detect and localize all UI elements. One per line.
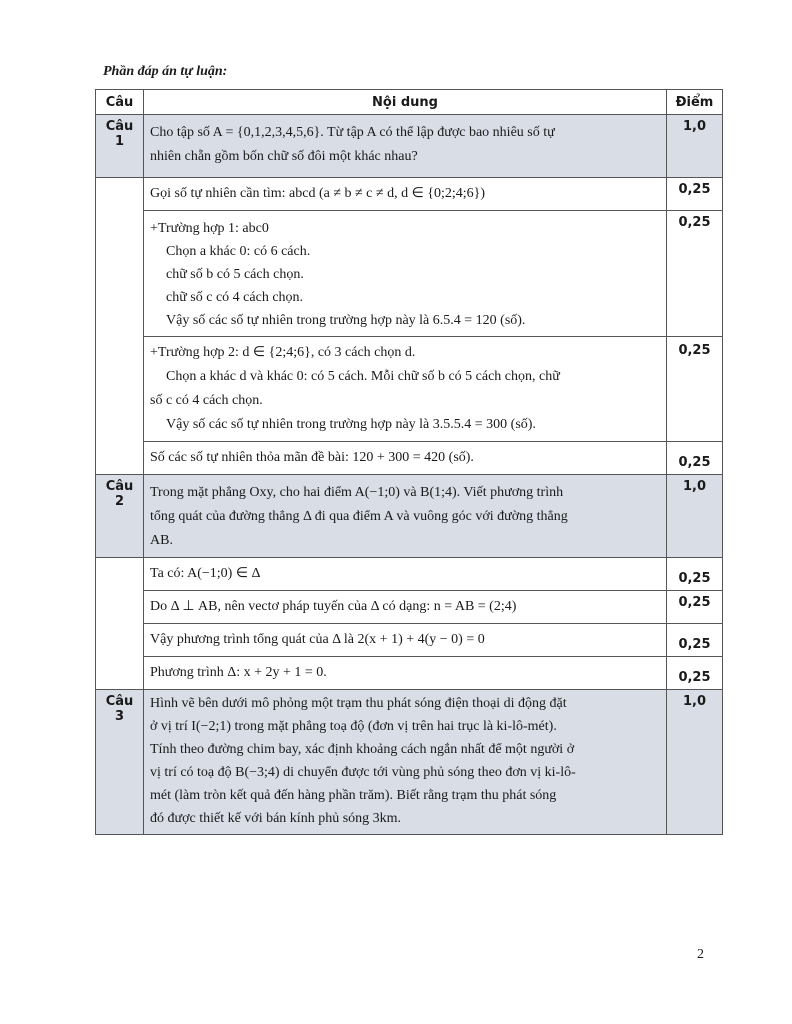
solution-step (144, 211, 667, 337)
solution-row (96, 624, 723, 657)
question-text (144, 690, 667, 835)
step-points: 0,25 (667, 337, 723, 442)
header-question: Câu (96, 90, 144, 115)
step-line: số c có 4 cách chọn. (150, 393, 263, 408)
step-line: chữ số c có 4 cách chọn. (166, 290, 304, 305)
solution-step: Vậy phương trình tổng quát của Δ là 2(x + 1) + 4(y − 0) = 0 (144, 624, 667, 657)
solution-blank-cell (96, 558, 144, 690)
question-points: 1,0 (667, 475, 723, 558)
solution-row (96, 178, 723, 211)
solution-step: Gọi số tự nhiên cần tìm: abcd (a ≠ b ≠ c ≠ d, d ∈ {0;2;4;6}) (144, 178, 667, 211)
solution-blank-cell (96, 178, 144, 475)
question-row-3 (96, 690, 723, 835)
question-line: Trong mặt phẳng Oxy, cho hai điểm A(−1;0) và B(1;4). Viết phương trình (150, 485, 564, 500)
question-line: nhiên chẵn gồm bốn chữ số đôi một khác nhau? (150, 149, 418, 164)
solution-row (96, 657, 723, 690)
step-points: 0,25 (667, 558, 723, 591)
solution-step: Phương trình Δ: x + 2y + 1 = 0. (144, 657, 667, 690)
question-line: vị trí có toạ độ B(−3;4) di chuyển được tới vùng phủ sóng theo đơn vị ki-lô- (150, 765, 576, 780)
header-content: Nội dung (144, 90, 667, 115)
question-line: AB. (150, 533, 173, 548)
step-line: +Trường hợp 2: d ∈ {2;4;6}, có 3 cách chọn d. (150, 345, 416, 360)
answer-table (95, 89, 723, 835)
table-header-row (96, 90, 723, 115)
question-label: Câu 2 (96, 475, 144, 558)
solution-step: Do Δ ⊥ AB, nên vectơ pháp tuyến của Δ có dạng: n = AB = (2;4) (144, 591, 667, 624)
question-line: Tính theo đường chim bay, xác định khoảng cách ngắn nhất để một người ở (150, 742, 575, 757)
question-line: tổng quát của đường thẳng Δ đi qua điểm A và vuông góc với đường thẳng (150, 509, 568, 524)
solution-row (96, 442, 723, 475)
step-points: 0,25 (667, 591, 723, 624)
step-line: +Trường hợp 1: abc0 (150, 221, 269, 236)
solution-row (96, 591, 723, 624)
question-row-1 (96, 115, 723, 178)
step-points: 0,25 (667, 442, 723, 475)
step-line: Vậy số các số tự nhiên trong trường hợp này là 3.5.5.4 = 300 (số). (166, 417, 536, 432)
step-points: 0,25 (667, 178, 723, 211)
question-line: Cho tập số A = {0,1,2,3,4,5,6}. Từ tập A có thể lập được bao nhiêu số tự (150, 125, 555, 140)
solution-step: Số các số tự nhiên thỏa mãn đề bài: 120 + 300 = 420 (số). (144, 442, 667, 475)
section-title: Phần đáp án tự luận: (103, 64, 228, 79)
step-points: 0,25 (667, 211, 723, 337)
step-points: 0,25 (667, 624, 723, 657)
question-label: Câu 1 (96, 115, 144, 178)
step-line: chữ số b có 5 cách chọn. (166, 267, 304, 282)
question-label: Câu 3 (96, 690, 144, 835)
solution-row (96, 211, 723, 337)
step-line: Chọn a khác d và khác 0: có 5 cách. Mỗi chữ số b có 5 cách chọn, chữ (166, 369, 560, 384)
header-points: Điểm (667, 90, 723, 115)
question-text (144, 115, 667, 178)
solution-row (96, 337, 723, 442)
solution-step: Ta có: A(−1;0) ∈ Δ (144, 558, 667, 591)
question-line: Hình vẽ bên dưới mô phỏng một trạm thu phát sóng điện thoại di động đặt (150, 696, 567, 711)
question-points: 1,0 (667, 690, 723, 835)
step-line: Vậy số các số tự nhiên trong trường hợp này là 6.5.4 = 120 (số). (166, 313, 526, 328)
solution-row (96, 558, 723, 591)
page-number: 2 (697, 947, 704, 962)
step-points: 0,25 (667, 657, 723, 690)
question-row-2 (96, 475, 723, 558)
question-text (144, 475, 667, 558)
question-points: 1,0 (667, 115, 723, 178)
question-line: ở vị trí I(−2;1) trong mặt phẳng toạ độ (đơn vị trên hai trục là ki-lô-mét). (150, 719, 557, 734)
question-line: đó được thiết kế với bán kính phủ sóng 3km. (150, 811, 402, 826)
question-line: mét (làm tròn kết quả đến hàng phần trăm). Biết rằng trạm thu phát sóng (150, 788, 557, 803)
solution-step (144, 337, 667, 442)
step-line: Chọn a khác 0: có 6 cách. (166, 244, 311, 259)
